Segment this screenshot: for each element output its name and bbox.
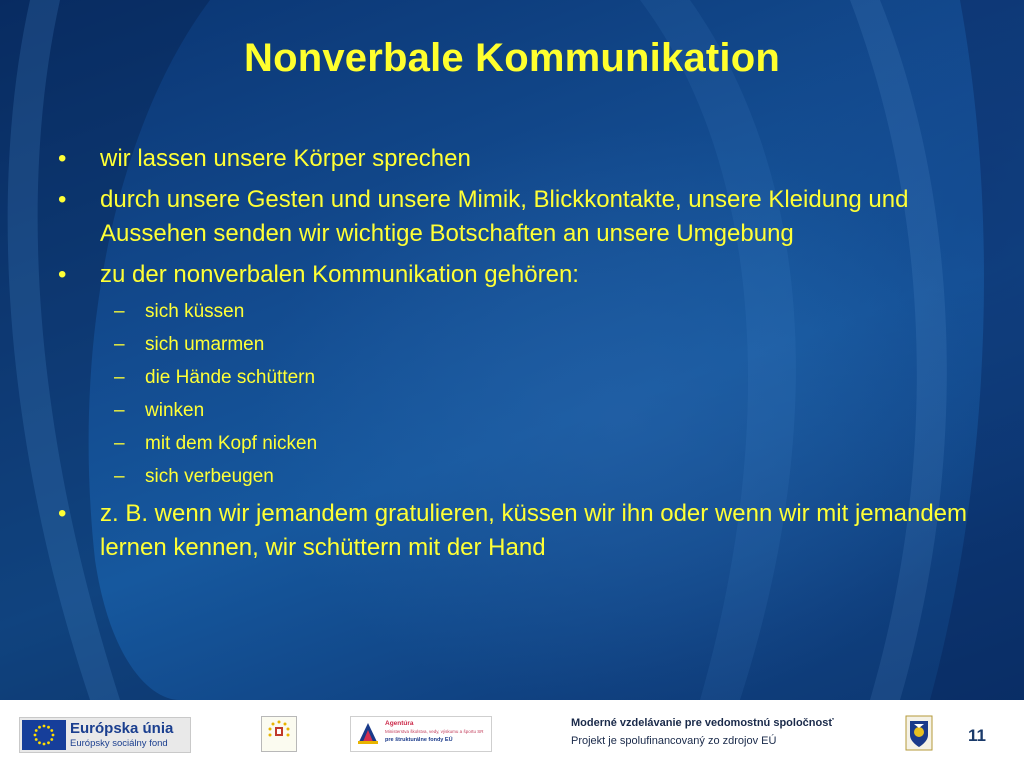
bullet-marker: •: [58, 186, 67, 213]
bullet-item: [58, 183, 978, 251]
sub-bullet-text: sich küssen: [145, 301, 245, 322]
bullet-marker: •: [58, 500, 67, 527]
bullet-item: [58, 258, 978, 292]
dash-marker: –: [114, 433, 125, 454]
bullet-marker: •: [58, 145, 67, 172]
footer-line-1: Moderné vzdelávanie pre vedomostnú spoločnosť: [571, 717, 834, 729]
dash-marker: –: [114, 301, 125, 322]
footer-line-2: Projekt je spolufinancovaný zo zdrojov EÚ: [571, 735, 777, 747]
bullet-text: z. B. wenn wir jemandem gratulieren, küssen wir ihn oder wenn wir mit jemandem lernen kennen, wir schüttern mit der Hand: [100, 500, 968, 561]
sub-bullet-item: [58, 332, 978, 358]
sub-bullet-item: [58, 464, 978, 490]
eu-subtitle: Európsky sociálny fond: [70, 738, 168, 749]
sub-bullet-item: [58, 365, 978, 391]
agency-title: Agentúra: [385, 720, 414, 727]
esf-logo-icon: [261, 716, 297, 752]
eu-flag-icon: [22, 720, 66, 750]
sub-bullet-text: mit dem Kopf nicken: [145, 433, 318, 454]
agency-line2: pre štrukturálne fondy EÚ: [385, 737, 453, 743]
agency-line1: Ministerstva školstva, vedy, výskumu a športu SR: [385, 729, 484, 734]
agency-logo-icon: [354, 720, 382, 748]
bullet-item: [58, 497, 978, 565]
slide-title: Nonverbale Kommunikation: [244, 36, 780, 80]
bullet-marker: •: [58, 261, 67, 288]
dash-marker: –: [114, 334, 125, 355]
dash-marker: –: [114, 367, 125, 388]
bullet-item: [58, 142, 978, 176]
dash-marker: –: [114, 400, 125, 421]
sub-bullet-item: [58, 398, 978, 424]
bullet-text: wir lassen unsere Körper sprechen: [100, 145, 471, 172]
eu-logo: [19, 717, 191, 753]
bullet-text: zu der nonverbalen Kommunikation gehören:: [100, 261, 579, 288]
bullet-text: durch unsere Gesten und unsere Mimik, Blickkontakte, unsere Kleidung und Aussehen senden wir wichtige Botschaften an unsere Umgebung: [100, 186, 909, 247]
sub-bullet-text: sich verbeugen: [145, 466, 274, 487]
sub-bullet-item: [58, 299, 978, 325]
footer-bar: [0, 700, 1024, 768]
dash-marker: –: [114, 466, 125, 487]
school-crest-icon: [905, 715, 933, 751]
eu-title: Európska únia: [70, 720, 174, 737]
agency-logo: [350, 716, 492, 752]
page-number: 11: [968, 726, 986, 745]
sub-bullet-item: [58, 431, 978, 457]
sub-bullet-text: winken: [145, 400, 205, 421]
sub-bullet-text: sich umarmen: [145, 334, 265, 355]
bullet-list: [58, 142, 978, 572]
sub-bullet-text: die Hände schüttern: [145, 367, 316, 388]
